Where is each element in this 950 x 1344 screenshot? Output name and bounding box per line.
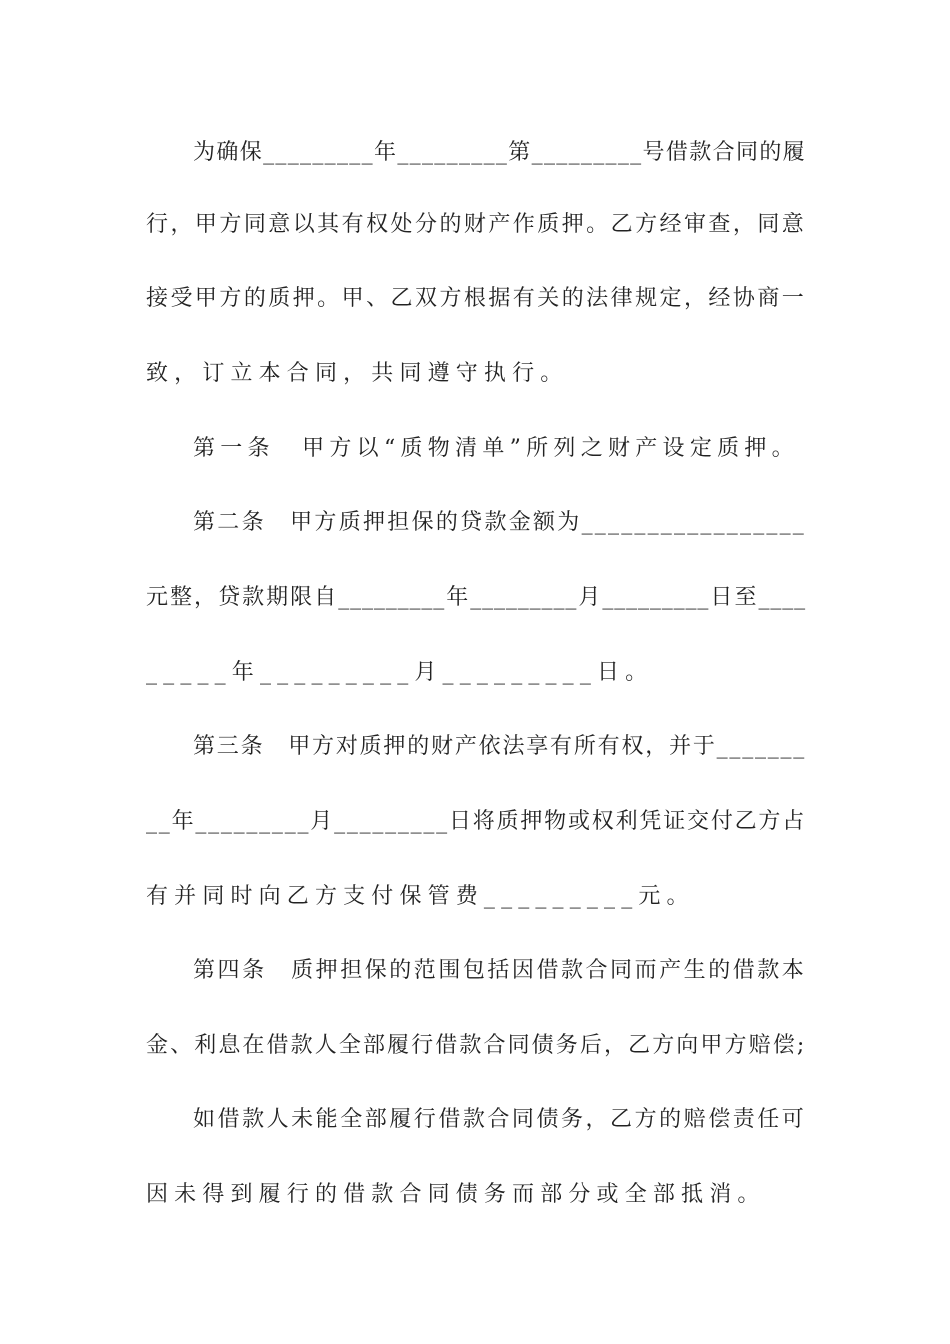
text-line: 有并同时向乙方支付保管费_________元。: [146, 884, 695, 909]
text-line: 第一条 甲方以“质物清单”所列之财产设定质押。: [193, 436, 799, 461]
text-line: _____年_________月_________日。: [146, 660, 654, 685]
text-line: 行，甲方同意以其有权处分的财产作质押。乙方经审查，同意: [146, 212, 806, 237]
text-line: 金、利息在借款人全部履行借款合同债务后，乙方向甲方赔偿;: [146, 1033, 806, 1058]
text-line: 元整，贷款期限自_________年_________月_________日至____: [146, 585, 806, 610]
text-line: 为确保_________年_________第_________号借款合同的履: [193, 140, 806, 165]
text-line: 第四条 质押担保的范围包括因借款合同而产生的借款本: [193, 958, 806, 983]
text-line: 第三条 甲方对质押的财产依法享有所有权，并于_______: [193, 734, 806, 759]
text-line: 如借款人未能全部履行借款合同债务，乙方的赔偿责任可: [193, 1107, 806, 1132]
text-line: 第二条 甲方质押担保的贷款金额为_________________: [193, 510, 806, 535]
text-line: __年_________月_________日将质押物或权利凭证交付乙方占: [146, 809, 806, 834]
text-line: 致，订立本合同，共同遵守执行。: [146, 361, 569, 386]
text-line: 因未得到履行的借款合同债务而部分或全部抵消。: [146, 1182, 766, 1207]
text-line: 接受甲方的质押。甲、乙双方根据有关的法律规定，经协商一: [146, 286, 806, 311]
